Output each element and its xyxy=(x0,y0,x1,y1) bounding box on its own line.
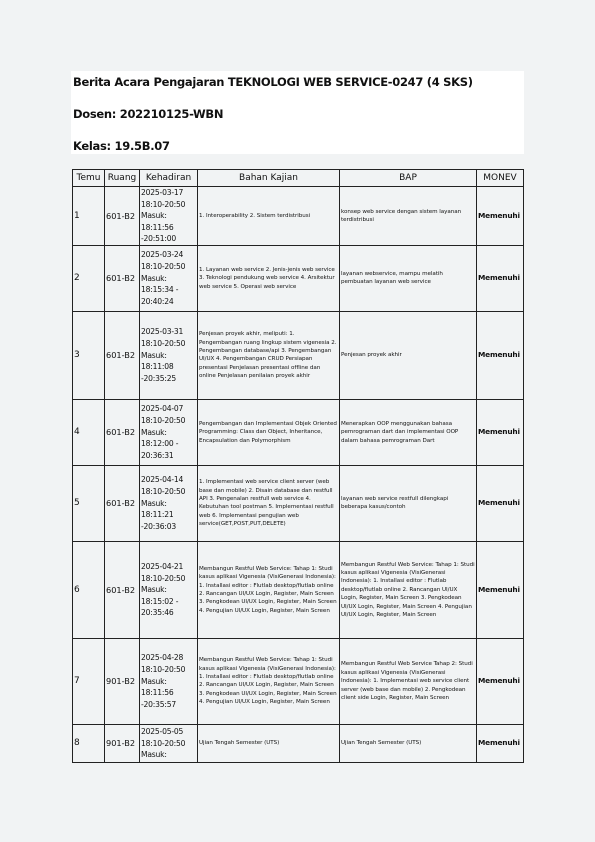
attendance-date: 2025-03-24 xyxy=(141,250,184,260)
table-row xyxy=(73,311,524,399)
cell-ruang: 901-B2 xyxy=(105,724,140,762)
cell-ruang: 601-B2 xyxy=(105,541,140,638)
attendance-date: 2025-04-21 xyxy=(141,561,184,571)
attendance-date: 2025-03-31 xyxy=(141,327,184,337)
attendance-date: 2025-03-17 xyxy=(141,188,184,197)
cell-bap: Membangun Restful Web Service: Tahap 1: Studi kasus aplikasi Vigenesia (VisiGenerasi Indonesia): 1. Installasi editor : Flutlab desktop/flutlab online 2. Rancangan UI/UX Login, Register, Main Screen 3. Pengkodean UI/UX Login, Register, Main Screen 4. Pengujian UI/UX Login, Register, Main Screen xyxy=(340,541,477,638)
attendance-checkin: Masuk: 18:12:00 - xyxy=(141,427,179,449)
cell-kehadiran xyxy=(140,638,198,724)
column-header-bahan-kajian: Bahan Kajian xyxy=(198,170,340,187)
cell-temu: 2 xyxy=(73,245,105,311)
document-title: Berita Acara Pengajaran TEKNOLOGI WEB SERVICE-0247 (4 SKS) xyxy=(73,75,473,89)
attendance-checkout: 20:35:46 xyxy=(141,608,174,618)
attendance-time: 18:10-20:50 xyxy=(141,738,186,748)
table-row xyxy=(73,465,524,541)
cell-bahan-kajian: Membangun Restful Web Service: Tahap 1: Studi kasus aplikasi Vigenesia (VisiGenerasi Indonesia): 1. Installasi editor : Flutlab desktop/flutlab online 2. Rancangan UI/UX Login, Register, Main Screen 3. Pengkodean UI/UX Login, Register, Main Screen 4. Pengujian UI/UX Login, Register, Main Screen xyxy=(198,638,340,724)
attendance-checkin: Masuk: 18:15:34 - xyxy=(141,273,179,295)
cell-temu: 7 xyxy=(73,638,105,724)
cell-temu: 8 xyxy=(73,724,105,762)
table-row xyxy=(73,541,524,638)
cell-bahan-kajian: Pengembangan dan Implementasi Objek Oriented Programming: Class dan Object, Inheritance, Encapsulation dan Polymorphism xyxy=(198,399,340,465)
column-header-bap: BAP xyxy=(340,170,477,187)
cell-kehadiran xyxy=(140,245,198,311)
lecturer-label: Dosen: 202210125-WBN xyxy=(73,107,224,121)
table-row xyxy=(73,724,524,762)
attendance-date: 2025-04-07 xyxy=(141,404,184,414)
attendance-checkin: Masuk: 18:11:56 xyxy=(141,676,174,698)
cell-bap: layanan web service restfull dilengkapi beberapa kasus/contoh xyxy=(340,465,477,541)
class-label: Kelas: 19.5B.07 xyxy=(73,139,170,153)
attendance-time: 18:10-20:50 xyxy=(141,487,186,497)
attendance-checkout: 20:40:24 xyxy=(141,296,174,306)
cell-kehadiran xyxy=(140,541,198,638)
attendance-checkout: -20:51:00 xyxy=(141,234,177,244)
cell-monev: Memenuhi xyxy=(477,311,524,399)
cell-bahan-kajian: Penjesan proyek akhir, meliputi: 1. Pengembangan ruang lingkup sistem vigenesia 2. Pengembangan database/api 3. Pengembangan UI/UX 4. Pengembangan CRUD Persiapan presentasi Penjelasan presentasi offline dan online Penjelasan penilaian proyek akhir xyxy=(198,311,340,399)
cell-bap: Penjesan proyek akhir xyxy=(340,311,477,399)
cell-bahan-kajian: Membangun Restful Web Service: Tahap 1: Studi kasus aplikasi Vigenesia (VisiGenerasi Indonesia): 1. Installasi editor : Flutlab desktop/flutlab online 2. Rancangan UI/UX Login, Register, Main Screen 3. Pengkodean UI/UX Login, Register, Main Screen 4. Pengujian UI/UX Login, Register, Main Screen xyxy=(198,541,340,638)
column-header-temu: Temu xyxy=(73,170,105,187)
cell-bahan-kajian: 1. Interoperability 2. Sistem terdistribusi xyxy=(198,187,340,246)
attendance-checkin: Masuk: 18:11:08 xyxy=(141,350,174,372)
cell-bap: layanan webservice, mampu melatih pembuatan layanan web service xyxy=(340,245,477,311)
attendance-checkin: Masuk: 18:15:02 - xyxy=(141,585,179,606)
cell-bap: Menerapkan OOP menggunakan bahasa pemrograman dart dan implementasi OOP dalam bahasa pemrograman Dart xyxy=(340,399,477,465)
cell-kehadiran xyxy=(140,465,198,541)
cell-monev: Memenuhi xyxy=(477,245,524,311)
attendance-time: 18:10-20:50 xyxy=(141,665,186,675)
attendance-checkin: Masuk: xyxy=(141,750,167,760)
cell-bap: Membangun Restful Web Service Tahap 2: Studi kasus aplikasi Vigenesia (VisiGenerasi Indonesia): 1. Implementasi web service client server (web base dan mobile) 2. Pengkodean client side Login, Register, Main Screen xyxy=(340,638,477,724)
cell-ruang: 601-B2 xyxy=(105,311,140,399)
attendance-checkout: -20:35:57 xyxy=(141,699,177,709)
cell-kehadiran xyxy=(140,399,198,465)
cell-bahan-kajian: Ujian Tengah Semester (UTS) xyxy=(198,724,340,762)
teaching-record-table xyxy=(72,169,524,763)
table-row xyxy=(73,187,524,246)
cell-temu: 6 xyxy=(73,541,105,638)
attendance-time: 18:10-20:50 xyxy=(141,573,186,583)
cell-temu: 5 xyxy=(73,465,105,541)
cell-monev: Memenuhi xyxy=(477,399,524,465)
column-header-monev: MONEV xyxy=(477,170,524,187)
attendance-time: 18:10-20:50 xyxy=(141,262,186,272)
cell-monev: Memenuhi xyxy=(477,465,524,541)
attendance-checkout: -20:35:25 xyxy=(141,373,177,383)
attendance-checkin: Masuk: 18:11:21 xyxy=(141,498,174,520)
cell-monev: Memenuhi xyxy=(477,724,524,762)
cell-temu: 3 xyxy=(73,311,105,399)
table-header-row xyxy=(73,170,524,187)
attendance-checkout: 20:36:31 xyxy=(141,450,174,460)
cell-monev: Memenuhi xyxy=(477,541,524,638)
attendance-date: 2025-04-28 xyxy=(141,653,184,663)
attendance-date: 2025-05-05 xyxy=(141,727,184,737)
cell-ruang: 601-B2 xyxy=(105,187,140,246)
cell-ruang: 901-B2 xyxy=(105,638,140,724)
table-row xyxy=(73,245,524,311)
cell-kehadiran xyxy=(140,187,198,246)
document-header xyxy=(71,71,524,154)
cell-bap: konsep web service dengan sistem layanan terdistribusi xyxy=(340,187,477,246)
column-header-ruang: Ruang xyxy=(105,170,140,187)
cell-temu: 4 xyxy=(73,399,105,465)
cell-kehadiran xyxy=(140,724,198,762)
attendance-date: 2025-04-14 xyxy=(141,475,184,485)
cell-monev: Memenuhi xyxy=(477,187,524,246)
cell-ruang: 601-B2 xyxy=(105,465,140,541)
cell-monev: Memenuhi xyxy=(477,638,524,724)
attendance-checkin: Masuk: 18:11:56 xyxy=(141,211,174,232)
cell-ruang: 601-B2 xyxy=(105,399,140,465)
column-header-kehadiran: Kehadiran xyxy=(140,170,198,187)
cell-bahan-kajian: 1. Implementasi web service client server (web base dan mobile) 2. Disain database dan restfull API 3. Pengenalan restfull web service 4. Kebutuhan tool postman 5. Implementasi restfull web 6. Implementasi pengujian web service(GET,POST,PUT,DELETE) xyxy=(198,465,340,541)
cell-temu: 1 xyxy=(73,187,105,246)
cell-bap: Ujian Tengah Semester (UTS) xyxy=(340,724,477,762)
attendance-checkout: -20:36:03 xyxy=(141,521,177,531)
attendance-time: 18:10-20:50 xyxy=(141,339,186,349)
table-row xyxy=(73,638,524,724)
table-row xyxy=(73,399,524,465)
cell-kehadiran xyxy=(140,311,198,399)
cell-bahan-kajian: 1. Layanan web service 2. Jenis-jenis web service 3. Teknologi pendukung web service 4. Arsitektur web service 5. Operasi web service xyxy=(198,245,340,311)
attendance-time: 18:10-20:50 xyxy=(141,416,186,426)
attendance-time: 18:10-20:50 xyxy=(141,199,186,209)
cell-ruang: 601-B2 xyxy=(105,245,140,311)
